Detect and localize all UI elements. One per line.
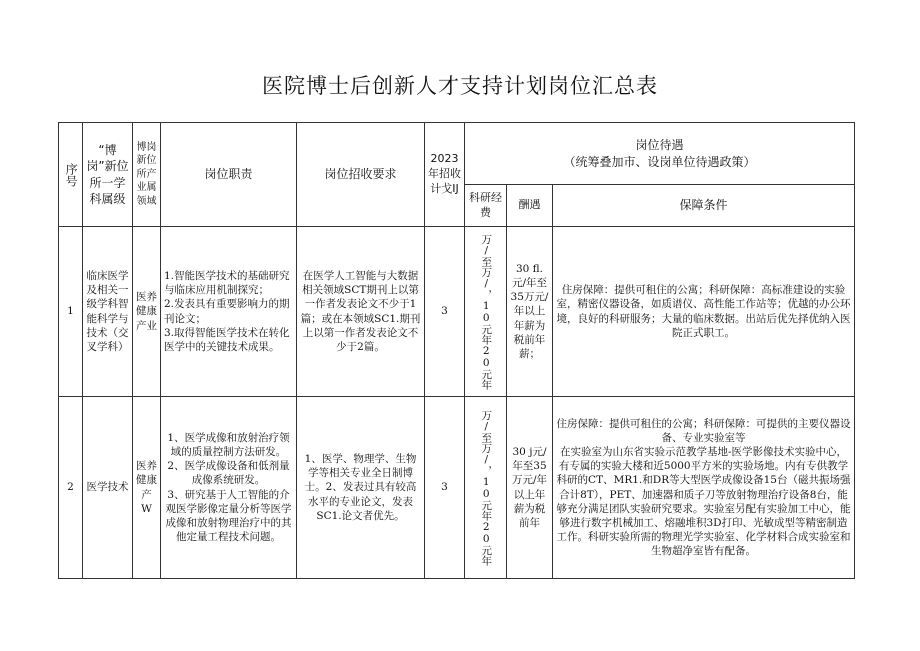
header-plan: 2023年招收计戈IJ (425, 123, 465, 227)
header-requirements: 岗位招收要求 (297, 123, 425, 227)
row2-guarantee: 住房保障：提供可租住的公寓；科研保障：可提供的主要仪器设备、专业实验室等 在实验室为山东省实验示范教学基地-医学影像技术实验中心，有专属的实验大楼和近5000平方米的实验场地。内有专供教学科研的CT、MR1.和DR等大型医学成像设备15台（磁共振场强合计8T），PET、加速器和质子刀等放射物理治疗设备8台，能够充分满足团队实验研究要求。实验室另配有实验加工中心，能够进行数字机械加工、熔融堆积3D打印、光敏成型等精密制造工作。科研实验所需的物理光学实验室、化学材料合成实验室和生物超净室皆有配备。 (553, 397, 855, 579)
row2-research-fund: 万/至万/，10元年20元年 (465, 397, 507, 579)
row1-salary: 30 fl.元/年至35万元/年以上年薪为税前年薪； (507, 227, 553, 397)
row2-plan: 3 (425, 397, 465, 579)
row1-duties: 1.智能医学技术的基础研究与临床应用机制探究； 2.发表具有重要影响力的期刊论文； 3.取得智能医学技术在转化医学中的关键技术成果。 (161, 227, 297, 397)
row2-discipline: 医学技术 (83, 397, 133, 579)
header-research-fund: 科研经费 (465, 185, 507, 227)
row1-guarantee: 住房保障：提供可租住的公寓；科研保障：高标准建设的实验室，精密仪器设备，如质谱仪、高性能工作站等；优越的办公环境，良好的科研服务；大量的临床数据。出站后优先择优纳入医院正式职工。 (553, 227, 855, 397)
row1-discipline: 临床医学及相关一级学科智能科学与技术（交叉学科） (83, 227, 133, 397)
header-guarantee: 保障条件 (553, 185, 855, 227)
header-discipline: “博岗”新位所一学科属级 (83, 123, 133, 227)
row2-duties: 1、医学成像和放射治疗领域的质量控制方法研发。 2、医学成像设备和低剂量成像系统研发。 3、研究基于人工智能的介观医学影像定量分析等医学成像和放射物理治疗中的其他定量工程技术问题。 (161, 397, 297, 579)
row2-industry: 医养健康产W (133, 397, 161, 579)
row1-plan: 3 (425, 227, 465, 397)
row1-seq: 1 (59, 227, 83, 397)
document-title: 医院博士后创新人才支持计划岗位汇总表 (262, 74, 658, 98)
header-treatment: 岗位待遇 （统筹叠加市、设岗单位待遇政策） (465, 123, 855, 185)
header-salary: 酬遇 (507, 185, 553, 227)
row2-requirements: 1、医学、物理学、生物学等相关专业全日制博士。2、发表过具有较高水平的专业论文，发表SC1.论文者优先。 (297, 397, 425, 579)
header-seq: 序号 (59, 123, 83, 227)
row1-industry: 医养健康产业 (133, 227, 161, 397)
row1-requirements: 在医学人工智能与大数据相关领域SCT期刊上以第一作者发表论文不少于1篇；或在本领域SC1.期刊上以第一作者发表论文不少于2篇。 (297, 227, 425, 397)
table-row (59, 397, 855, 579)
header-industry: 博岗新位所产业属领域 (133, 123, 161, 227)
header-treatment-note: （统筹叠加市、设岗单位待遇政策） (563, 154, 756, 169)
header-duties: 岗位职责 (161, 123, 297, 227)
row1-research-fund: 万/至万/，10元年20元年 (465, 227, 507, 397)
row2-salary: 30 j元/年至35万元/年以上年薪为税前年 (507, 397, 553, 579)
row2-seq: 2 (59, 397, 83, 579)
table-row (59, 227, 855, 397)
position-summary-table (58, 122, 855, 579)
